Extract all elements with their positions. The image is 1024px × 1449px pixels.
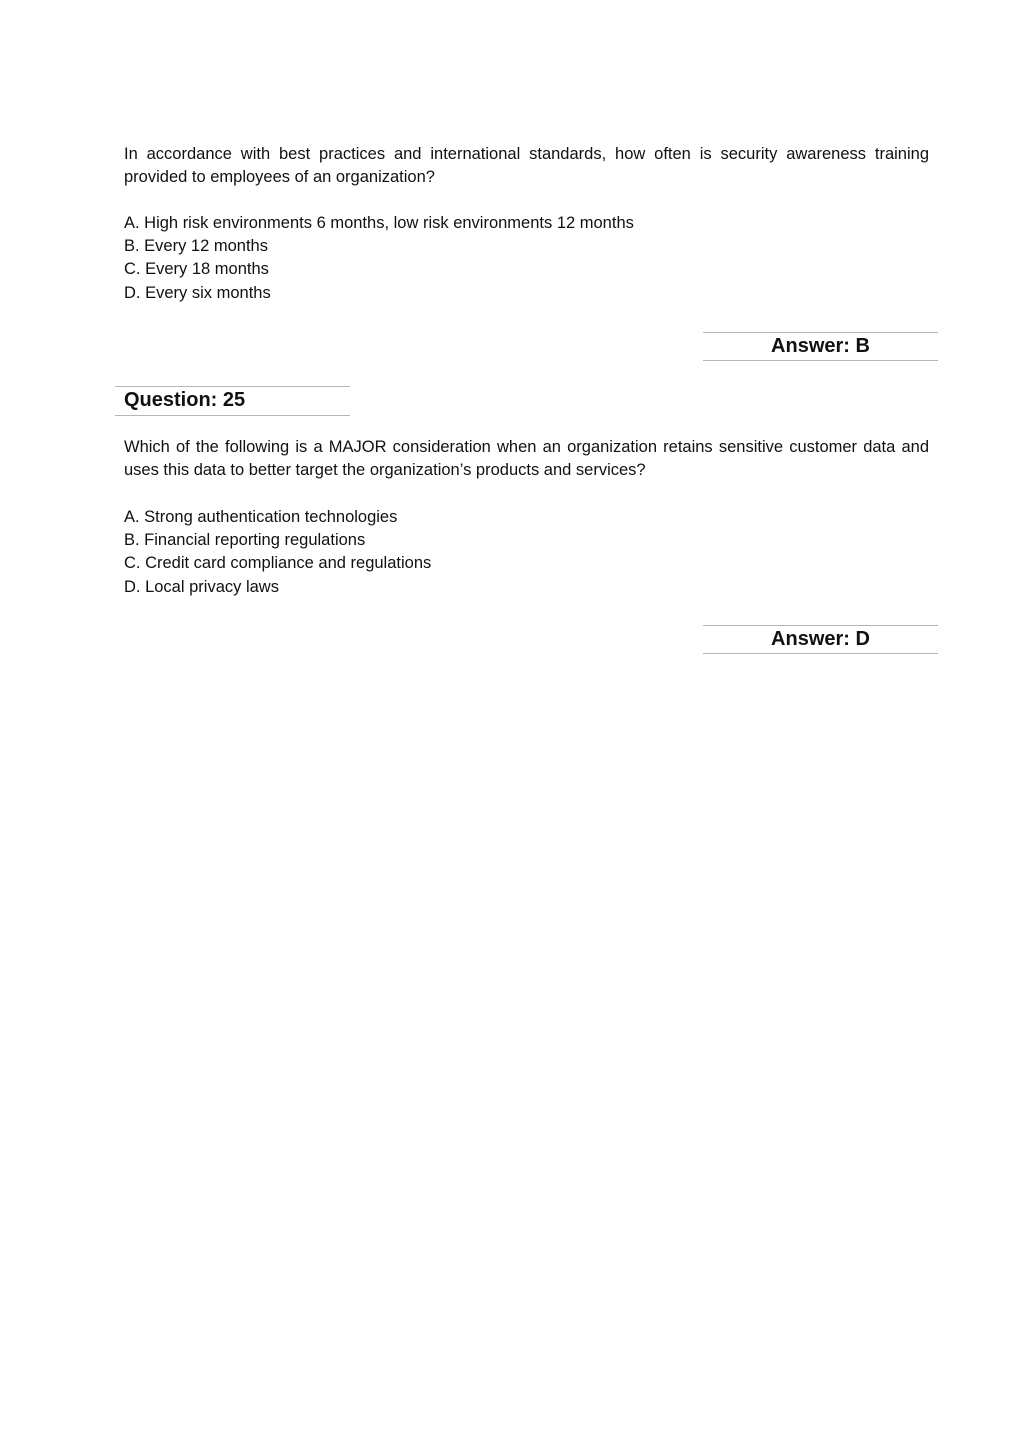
question-24-options (124, 212, 929, 305)
question-25-options (124, 506, 929, 599)
option-d: D. Local privacy laws (124, 577, 279, 596)
question-25-heading: Question: 25 (115, 386, 350, 416)
question-24-text: In accordance with best practices and international standards, how often is security awareness training provided to employees of an organization? (124, 145, 929, 186)
option-d: D. Every six months (124, 283, 271, 302)
option-b: B. Financial reporting regulations (124, 531, 366, 550)
question-25-text: Which of the following is a MAJOR consideration when an organization retains sensitive customer data and uses this data to better target the organization’s products and services? (124, 438, 929, 479)
answer-24: Answer: B (703, 332, 938, 361)
option-b: B. Every 12 months (124, 237, 268, 256)
option-c: C. Every 18 months (124, 260, 269, 279)
answer-25: Answer: D (703, 625, 938, 654)
option-a: A. High risk environments 6 months, low risk environments 12 months (124, 214, 634, 232)
option-a: A. Strong authentication technologies (124, 508, 398, 526)
option-c: C. Credit card compliance and regulations (124, 554, 432, 573)
